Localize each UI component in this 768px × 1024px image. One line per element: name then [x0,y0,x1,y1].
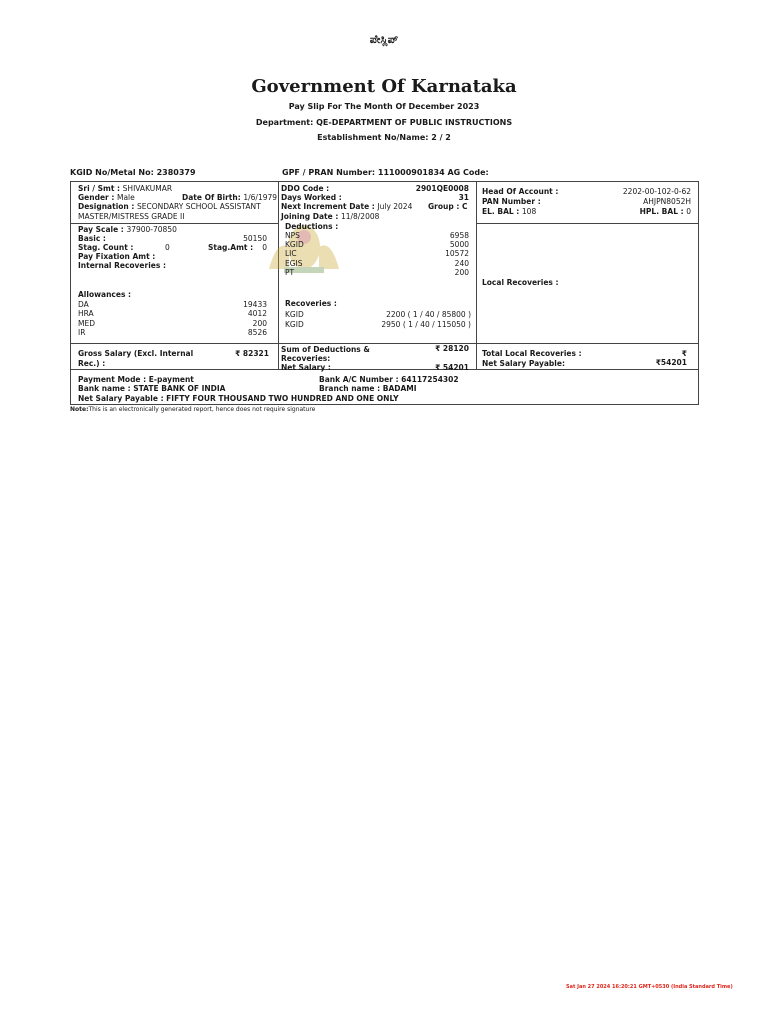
employee-name: SHIVAKUMAR [122,184,173,193]
net-salary-payable-value: ₹54201 [655,358,687,367]
next-increment-value: July 2024 [377,202,413,211]
allowance-name: MED [78,319,95,328]
deduction-amount: 10572 [445,249,469,258]
el-bal-value: 108 [521,207,537,216]
note-label: Note: [70,406,89,413]
el-bal-label: EL. BAL : [482,207,520,216]
allowance-amount: 4012 [247,309,267,318]
ddo-code-label: DDO Code : [281,184,330,193]
deduction-amount: 240 [454,259,469,268]
pay-scale-row [78,225,177,234]
net-salary-in-words: Net Salary Payable : FIFTY FOUR THOUSAND TWO HUNDRED AND ONE ONLY [78,394,399,403]
pay-slip-month: Pay Slip For The Month Of December 2023 [288,102,480,111]
recovery-name: KGID [285,310,304,319]
note-text: This is an electronically generated report, hence does not require signature [88,406,316,413]
days-worked-value: 31 [458,193,469,202]
row-divider-right [476,223,699,224]
ddo-code-value: 2901QE0008 [415,184,469,193]
row-divider-payment [71,369,699,370]
stag-amt-label: Stag.Amt : [208,243,254,252]
deduction-name: NPS [285,231,300,240]
basic-label: Basic : [78,234,106,243]
dob-row [182,193,277,202]
allowance-amount: 19433 [243,300,267,309]
allowance-name: IR [78,328,86,337]
stag-count-value: 0 [165,243,170,252]
total-local-recoveries-value: ₹ [681,349,687,358]
group-value: C [461,202,468,211]
gender-label: Gender : [78,193,115,202]
recoveries-label: Recoveries : [285,299,337,308]
stag-count-label: Stag. Count : [78,243,134,252]
head-of-account-value: 2202-00-102-0-62 [622,187,691,196]
kannada-title: ಪೇಸ್ಲಿಪ್ [369,33,399,46]
row-divider-totals [71,343,699,344]
designation-line-2: MASTER/MISTRESS GRADE II [78,212,185,221]
group-row [428,202,467,211]
stag-amt-value: 0 [262,243,267,252]
hpl-bal-label: HPL. BAL : [639,207,684,216]
gross-salary-value: ₹ 82321 [235,349,269,358]
deduction-amount: 5000 [449,240,469,249]
allowance-amount: 8526 [247,328,267,337]
gross-salary-label: Gross Salary (Excl. Internal [78,349,194,358]
hpl-bal-row [591,207,691,216]
dob-label: Date Of Birth: [182,193,241,202]
employee-name-label: Sri / Smt : [78,184,121,193]
sum-deductions-label-2: Recoveries: [281,354,331,363]
sum-deductions-label: Sum of Deductions & [281,345,370,354]
payslip-table [70,181,699,405]
joining-date-label: Joining Date : [281,212,339,221]
branch-name: Branch name : BADAMI [319,384,417,393]
page-title: Government Of Karnataka [251,76,517,97]
employee-name-row [78,184,172,193]
generated-timestamp: Sat Jan 27 2024 16:20:21 GMT+0530 (India Standard Time) [566,984,733,990]
recovery-amount: 2200 ( 1 / 40 / 85800 ) [386,310,471,319]
allowances-label: Allowances : [78,290,132,299]
bank-account-number: Bank A/C Number : 64117254302 [319,375,459,384]
pay-scale-value: 37900-70850 [126,225,177,234]
department: Department: QE-DEPARTMENT OF PUBLIC INSTRUCTIONS [255,118,513,127]
joining-date-row [281,212,379,221]
deduction-amount: 6958 [449,231,469,240]
deduction-name: EGIS [285,259,303,268]
hpl-bal-value: 0 [686,207,691,216]
recovery-amount: 2950 ( 1 / 40 / 115050 ) [381,320,471,329]
designation-row [78,202,261,211]
deduction-name: PT [285,268,295,277]
designation-label: Designation : [78,202,135,211]
pan-label: PAN Number : [482,197,541,206]
payment-mode: Payment Mode : E-payment [78,375,194,384]
allowance-name: HRA [78,309,94,318]
recovery-name: KGID [285,320,304,329]
designation-value: SECONDARY SCHOOL ASSISTANT [137,202,261,211]
local-recoveries-label: Local Recoveries : [482,278,559,287]
allowance-name: DA [78,300,89,309]
allowance-amount: 200 [252,319,267,328]
deduction-amount: 200 [454,268,469,277]
pay-scale-label: Pay Scale : [78,225,124,234]
deduction-name: KGID [285,240,304,249]
dob-value: 1/6/1979 [243,193,278,202]
total-local-recoveries-label: Total Local Recoveries : [482,349,582,358]
gross-salary-label-2: Rec.) : [78,359,106,368]
establishment: Establishment No/Name: 2 / 2 [317,133,451,142]
basic-value: 50150 [243,234,267,243]
net-salary-value: ₹ 54201 [435,363,469,372]
column-divider-2 [476,182,477,369]
net-salary-payable-label: Net Salary Payable: [482,359,565,368]
days-worked-label: Days Worked : [281,193,342,202]
deduction-name: LIC [285,249,297,258]
bank-name: Bank name : STATE BANK OF INDIA [78,384,226,393]
row-divider-left [71,223,278,224]
joining-date-value: 11/8/2008 [340,212,380,221]
pan-value: AHJPN8052H [643,197,691,206]
kgid-number: KGID No/Metal No: 2380379 [70,168,196,177]
gender-row [78,193,135,202]
column-divider-1 [278,182,279,369]
el-bal-row [482,207,536,216]
deductions-label: Deductions : [285,222,339,231]
sum-deductions-value: ₹ 28120 [435,344,469,353]
pay-fixation-label: Pay Fixation Amt : [78,252,156,261]
next-increment-row [281,202,412,211]
group-label: Group : [428,202,460,211]
gpf-pran-number: GPF / PRAN Number: 111000901834 AG Code: [282,168,489,177]
head-of-account-label: Head Of Account : [482,187,559,196]
gender-value: Male [116,193,135,202]
signature-note [70,406,315,413]
internal-recoveries-label: Internal Recoveries : [78,261,166,270]
net-salary-label: Net Salary : [281,363,331,372]
next-increment-label: Next Increment Date : [281,202,375,211]
